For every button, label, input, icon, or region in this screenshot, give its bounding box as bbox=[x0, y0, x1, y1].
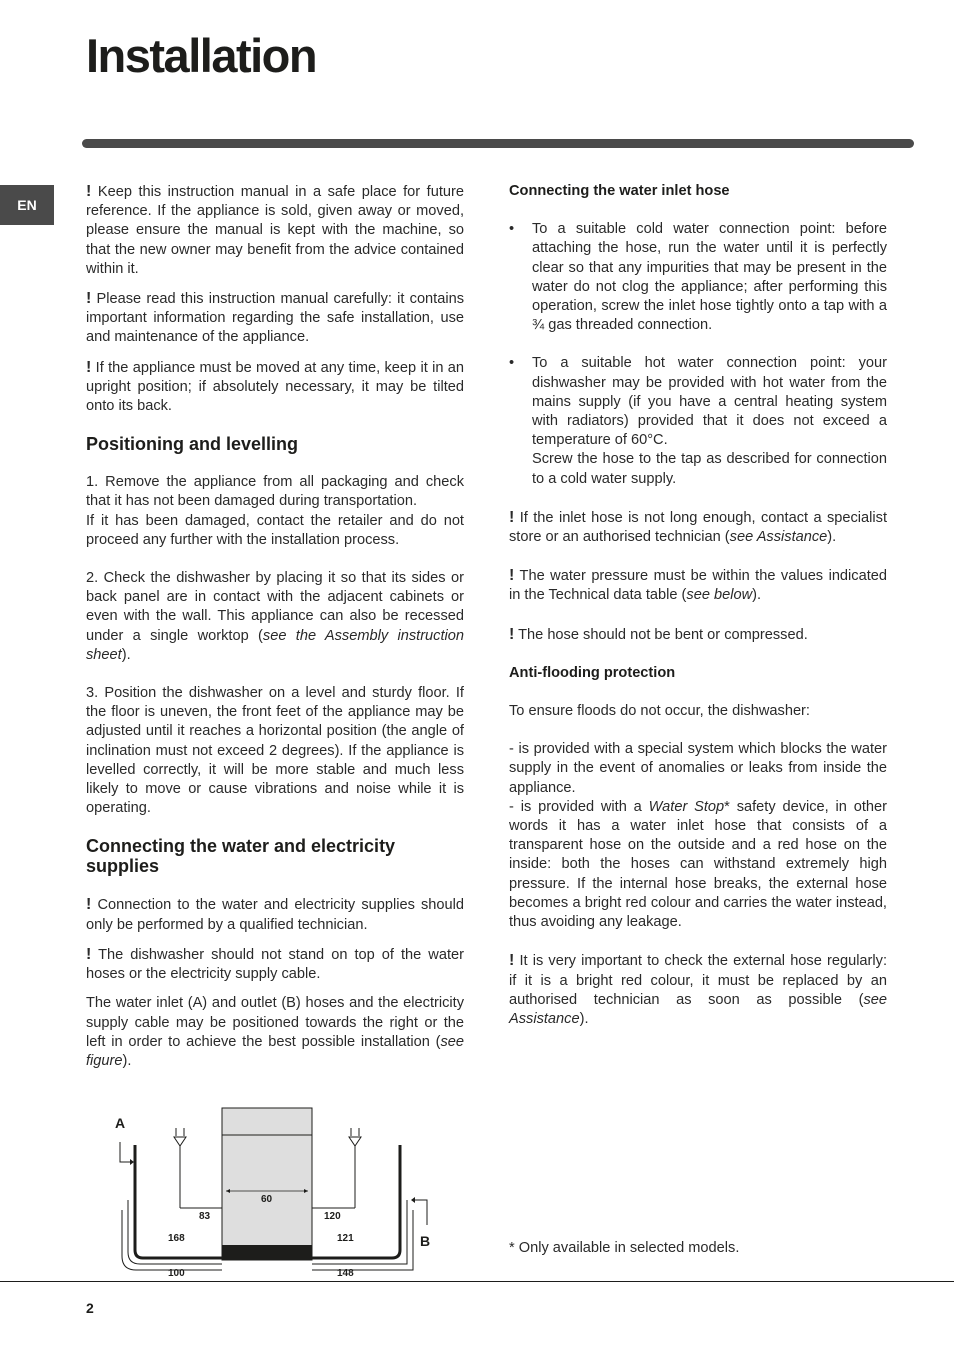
warning-mark: ! bbox=[509, 952, 515, 970]
footer-divider bbox=[0, 1281, 954, 1282]
heading-inlet-hose: Connecting the water inlet hose bbox=[509, 183, 730, 199]
left-column bbox=[86, 182, 464, 1081]
warning-hose-bent: ! The hose should not be bent or compressed. bbox=[509, 625, 808, 643]
warning-hoses-cable: ! The dishwasher should not stand on top of the water hoses or the electricity supply cable. bbox=[86, 945, 464, 983]
anti-flooding-intro: To ensure floods do not occur, the dishwasher: bbox=[509, 703, 810, 720]
heading-positioning: Positioning and levelling bbox=[86, 434, 299, 455]
dimension-148: 148 bbox=[337, 1268, 354, 1279]
dimension-60: 60 bbox=[261, 1194, 273, 1205]
bullet-icon: • bbox=[509, 355, 515, 372]
anti-flooding-water-stop: - is provided with a Water Stop* safety device, in other words it has a water inlet hose that consists of a transparent hose on the outside and a red hose on the inside: both the hoses can withstand extremely high pressure. If the internal hose breaks, the external hose becomes a bright red colour and carries the water instead, thus avoiding any leakage. bbox=[509, 798, 887, 931]
heading-connecting: Connecting the water and electricity supplies bbox=[86, 836, 396, 877]
warning-mark: ! bbox=[86, 945, 92, 963]
dimension-168: 168 bbox=[168, 1233, 185, 1244]
positioning-step-1: 1. Remove the appliance from all packaging and check that it has not been damaged during transportation. If it has been damaged, contact the retailer and do not proceed any further with the installation process. bbox=[86, 474, 464, 548]
left-tap-icon bbox=[174, 1128, 222, 1208]
footnote: * Only available in selected models. bbox=[509, 1240, 740, 1256]
right-tap-icon bbox=[312, 1128, 361, 1208]
right-column bbox=[509, 182, 887, 1029]
bullet-icon: • bbox=[509, 221, 515, 238]
appliance-base bbox=[222, 1245, 312, 1260]
warning-qualified-technician: ! Connection to the water and electricity supplies should only be performed by a qualified technician. bbox=[86, 896, 464, 933]
anti-flooding-system: - is provided with a special system which blocks the water supply in the event of anomalies or leaks from inside the appliance. bbox=[509, 741, 887, 796]
warning-mark: ! bbox=[509, 567, 515, 585]
dimension-121: 121 bbox=[337, 1233, 354, 1244]
warning-mark: ! bbox=[509, 625, 515, 643]
outlet-hose bbox=[312, 1145, 400, 1258]
page-title: Installation bbox=[86, 29, 317, 82]
warning-keep-manual: ! Keep this instruction manual in a safe place for future reference. If the appliance is sold, given away or moved, please ensure the manual is kept with the machine, so that the new owner may benefit from the advice contained within it. bbox=[86, 183, 464, 277]
warning-mark: ! bbox=[86, 183, 92, 200]
warning-mark: ! bbox=[509, 508, 515, 526]
dimension-100: 100 bbox=[168, 1268, 185, 1279]
label-a: A bbox=[115, 1115, 126, 1131]
dimension-120: 120 bbox=[324, 1211, 341, 1222]
page-number: 2 bbox=[86, 1300, 94, 1316]
installation-dimension-figure bbox=[110, 1100, 440, 1280]
warning-water-pressure: ! The water pressure must be within the values indicated in the Technical data table (see below). bbox=[509, 567, 887, 604]
language-tab: EN bbox=[0, 185, 54, 225]
header-divider-bar bbox=[82, 139, 914, 148]
warning-upright: ! If the appliance must be moved at any time, keep it in an upright position; if absolutely necessary, it may be tilted onto its back. bbox=[86, 358, 464, 415]
positioning-step-3: 3. Position the dishwasher on a level and sturdy floor. If the floor is uneven, the front feet of the appliance may be adjusted until it reaches a horizontal position (the angle of inclination must not exceed 2 degrees). If the appliance is levelled correctly, it will be more stable and much less likely to move or cause vibrations and noise while it is operating. bbox=[86, 685, 464, 817]
warning-mark: ! bbox=[86, 896, 92, 914]
hoses-position-text: The water inlet (A) and outlet (B) hoses and the electricity supply cable may be positioned towards the right or the left in order to achieve the best possible installation (see figure). bbox=[86, 995, 464, 1069]
appliance-body bbox=[222, 1108, 312, 1260]
warning-check-hose: ! It is very important to check the external hose regularly: if it is a bright red colour, it must be replaced by an authorised technician as soon as possible (see Assistance). bbox=[509, 952, 887, 1027]
bullet-cold-water: • To a suitable cold water connection point: before attaching the hose, run the water until it is perfectly clear so that any impurities that may be present in the water do not clog the appliance; after performing this operation, screw the inlet hose tightly onto a tap with a ¾ gas threaded connection. bbox=[509, 221, 887, 334]
bullet-hot-water: • To a suitable hot water connection point: your dishwasher may be provided with hot water from the mains supply (if you have a central heating system with radiators) provided that it does not exceed a temperature of 60°C. Screw the hose to the tap as described for connection to a cold water supply. bbox=[509, 355, 887, 487]
warning-hose-length: ! If the inlet hose is not long enough, contact a specialist store or an authorised technician (see Assistance). bbox=[509, 508, 887, 546]
warning-mark: ! bbox=[86, 290, 92, 308]
warning-mark: ! bbox=[86, 358, 92, 376]
heading-anti-flooding: Anti-flooding protection bbox=[509, 664, 676, 681]
positioning-step-2: 2. Check the dishwasher by placing it so that its sides or back panel are in contact with the adjacent cabinets or even with the wall. This appliance can also be recessed under a single worktop (see the Assembly instruction sheet). bbox=[86, 570, 465, 663]
warning-read-manual: ! Please read this instruction manual carefully: it contains important information regarding the safe installation, use and maintenance of the appliance. bbox=[86, 290, 464, 346]
label-b: B bbox=[420, 1233, 431, 1249]
dimension-83: 83 bbox=[199, 1211, 211, 1222]
